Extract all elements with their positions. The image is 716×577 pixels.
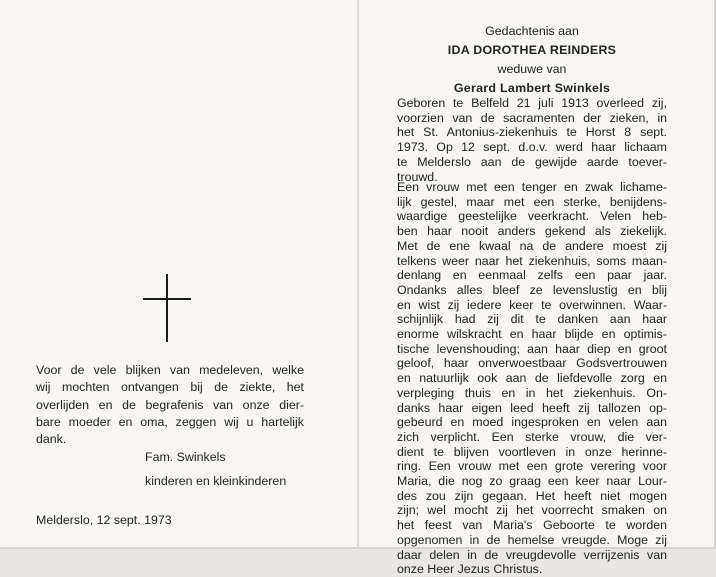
- paragraph-line: en wist zij iedere keer te overwinnen. Waar-: [397, 297, 667, 312]
- paragraph-line: Ondanks alles bleef ze levenslustig en blij: [397, 282, 667, 297]
- paragraph-line: Met de ene kwaal na de andere moest zij: [397, 238, 667, 253]
- paragraph-line: 1973. Op 12 sept. d.o.v. werd haar lichaam: [397, 140, 667, 155]
- spouse-name: Gerard Lambert Swinkels: [453, 81, 611, 95]
- paragraph-line: tische levenshouding; aan haar diep en groot: [397, 341, 667, 356]
- paragraph-line: gebeurd en moed ingesproken en velen aan: [397, 415, 667, 430]
- paragraph-line: te Melderslo aan de gewijde aarde toever-: [397, 154, 667, 169]
- paragraph-line: zich verplicht. Een sterke vrouw, die ver-: [397, 429, 667, 444]
- paragraph-line: enorme wilskracht en haar blijde en optimis-: [397, 327, 667, 342]
- paragraph-line: verpleging thuis en in het ziekenhuis. On-: [397, 385, 667, 400]
- thanks-line: wij mochten ontvangen bij de ziekte, het: [36, 380, 304, 395]
- family-signoff: [145, 448, 305, 490]
- heading: Gedachtenis aan: [485, 24, 579, 38]
- paragraph-line: ben haar nooit anders gekend als ziekelijk.: [397, 224, 667, 239]
- paragraph-line: des zou zijn gegaan. Het heeft niet mogen: [397, 488, 667, 503]
- paragraph-line: ring. Een vrouw met een grote verering voor: [397, 459, 667, 474]
- paragraph-line: lijk gestel, maar met een sterke, benijdens-: [397, 194, 667, 209]
- paragraph-line: telkens weer naar het ziekenhuis, soms maan-: [397, 253, 667, 268]
- card-fold: [357, 0, 359, 549]
- paragraph-line: geloof, haar onverwoestbaar Godsvertrouwen: [397, 356, 667, 371]
- thanks-line: overlijden en de begrafenis van onze dier-: [36, 397, 304, 412]
- paragraph-line: zijn; wel mocht zij het voorrecht smaken on: [397, 503, 667, 518]
- thanks-line: Voor de vele blijken van medeleven, welke: [36, 363, 304, 377]
- paragraph-line: schijnlijk had zij dit te danken aan haar: [397, 312, 667, 327]
- paragraph-line: dient te blijven voortleven in onze herinne-: [397, 444, 667, 459]
- tribute-paragraph: [397, 180, 667, 577]
- paragraph-line: en natuurlijk ook aan de liefdevolle zorg en: [397, 371, 667, 386]
- paragraph-line: waardige geestelijke veerkracht. Velen heb-: [397, 209, 667, 224]
- cross-icon: [143, 274, 191, 342]
- paragraph-line: onze Heer Jezus Christus.: [397, 562, 543, 577]
- thanks-line: bare moeder en oma, zeggen wij u hartelijk: [36, 414, 304, 429]
- relation-label: weduwe van: [497, 62, 567, 76]
- biography-paragraph: [397, 96, 667, 184]
- paragraph-line: danks haar eigen leed heeft zij tallozen op-: [397, 400, 667, 415]
- place-date: Melderslo, 12 sept. 1973: [36, 513, 172, 527]
- relatives-line: kinderen en kleinkinderen: [145, 474, 287, 488]
- thanks-line: dank.: [36, 432, 67, 447]
- paragraph-line: Geboren te Belfeld 21 juli 1913 overleed zij,: [397, 96, 667, 110]
- paragraph-line: trouwd.: [397, 169, 438, 184]
- family-name: Fam. Swinkels: [145, 450, 226, 464]
- deceased-name: IDA DOROTHEA REINDERS: [447, 43, 617, 57]
- paragraph-line: voorzien van de sacramenten der zieken, in: [397, 110, 667, 125]
- memorial-header: [380, 22, 684, 98]
- cross-horizontal-bar: [143, 298, 191, 300]
- paragraph-line: daar delen in de vreugdevolle verrijzenis van: [397, 547, 667, 562]
- paragraph-line: Maria, die nog zo graag een keer naar Lour-: [397, 474, 667, 489]
- paragraph-line: het St. Antonius-ziekenhuis te Horst 8 sept.: [397, 125, 667, 140]
- thanks-message: [36, 362, 304, 448]
- paragraph-line: denlang en eenmaal zelfs een paar jaar.: [397, 268, 667, 283]
- paragraph-line: het feest van Maria's Geboorte te worden: [397, 518, 667, 533]
- cross-vertical-bar: [166, 274, 168, 342]
- paragraph-line: Een vrouw met een tenger en zwak lichame-: [397, 180, 667, 194]
- paragraph-line: opgenomen in de hemelse vreugde. Moge zij: [397, 532, 667, 547]
